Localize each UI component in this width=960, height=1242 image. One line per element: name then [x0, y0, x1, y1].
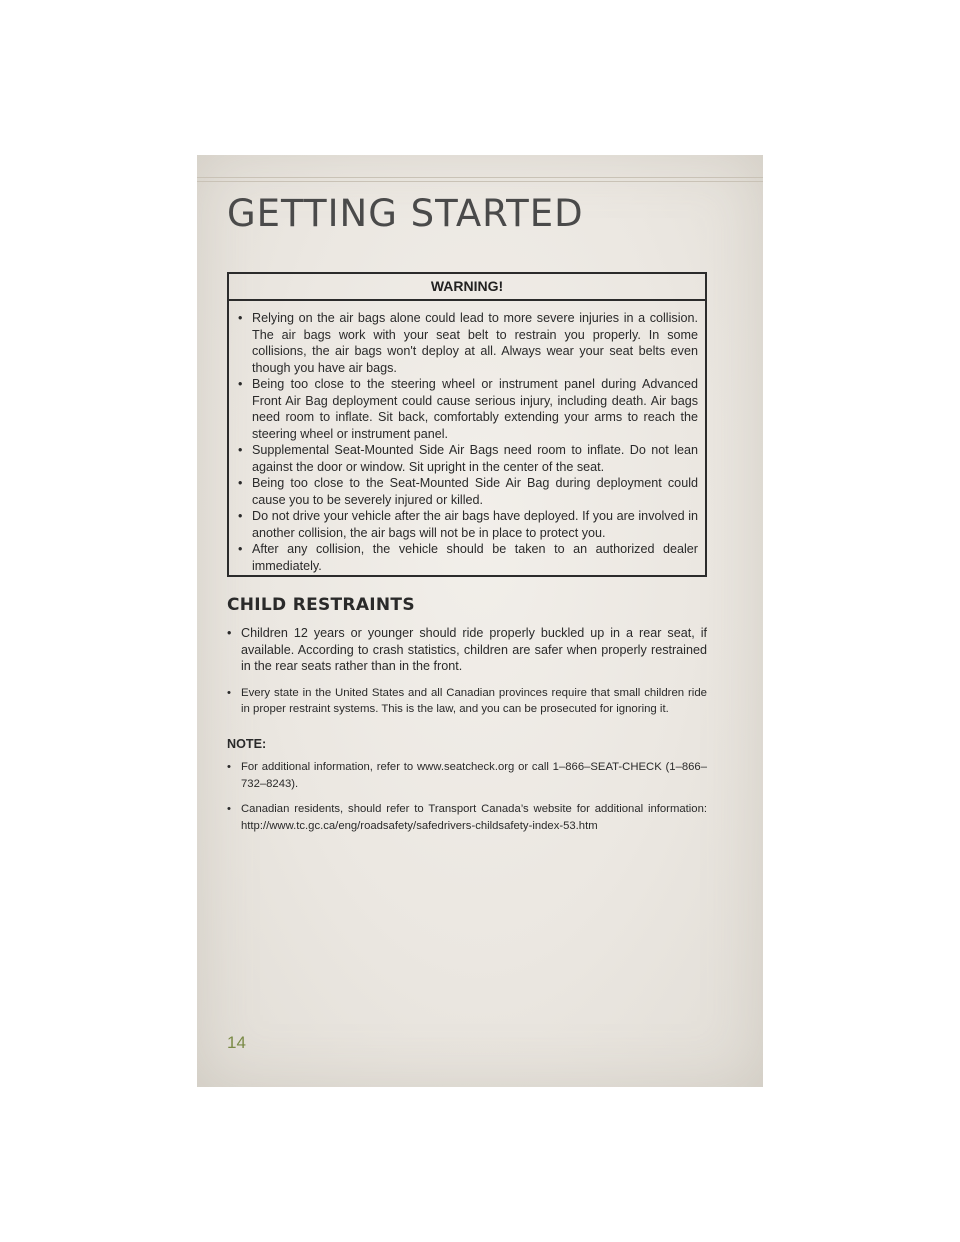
list-item: • Children 12 years or younger should ride properly buckled up in a rear seat, if available. According to crash statistics, children are safer when properly restrained in the rear seats rather than in the front. [227, 625, 707, 675]
warning-list [229, 301, 705, 574]
manual-page [197, 155, 763, 1087]
header-rule-top [197, 177, 763, 178]
warning-item: • After any collision, the vehicle should be taken to an authorized dealer immediately. [238, 541, 698, 574]
note-item: • Canadian residents, should refer to Transport Canada’s website for additional information: http://www.tc.gc.ca/eng/roadsafety/safedrivers-childsafety-index-53.htm [227, 801, 707, 834]
note-label: NOTE: [227, 737, 267, 751]
note-item: • For additional information, refer to www.seatcheck.org or call 1–866–SEAT-CHECK (1–866–732–8243). [227, 759, 707, 792]
child-restraints-heading: CHILD RESTRAINTS [227, 595, 415, 615]
warning-heading: WARNING! [229, 274, 705, 301]
note-list [227, 759, 707, 843]
warning-item: • Being too close to the steering wheel or instrument panel during Advanced Front Air Bag deployment could cause serious injury, including death. Air bags need room to inflate. Sit back, comfortably extending your arms to reach the steering wheel or instrument panel. [238, 376, 698, 442]
header-rule-bottom [197, 181, 763, 182]
warning-item: • Relying on the air bags alone could lead to more severe injuries in a collision. The air bags work with your seat belt to restrain you properly. In some collisions, the air bags won't deploy at all. Always wear your seat belts even though you have air bags. [238, 310, 698, 376]
child-restraints-list [227, 625, 707, 718]
warning-item: • Do not drive your vehicle after the air bags have deployed. If you are involved in another collision, the air bags will not be in place to protect you. [238, 508, 698, 541]
section-title: GETTING STARTED [227, 192, 584, 235]
warning-box [227, 272, 707, 577]
warning-item: • Supplemental Seat-Mounted Side Air Bags need room to inflate. Do not lean against the door or window. Sit upright in the center of the seat. [238, 442, 698, 475]
list-item: • Every state in the United States and all Canadian provinces require that small children ride in proper restraint systems. This is the law, and you can be prosecuted for ignoring it. [227, 685, 707, 718]
page-number: 14 [227, 1033, 246, 1052]
warning-item: • Being too close to the Seat-Mounted Side Air Bag during deployment could cause you to be severely injured or killed. [238, 475, 698, 508]
